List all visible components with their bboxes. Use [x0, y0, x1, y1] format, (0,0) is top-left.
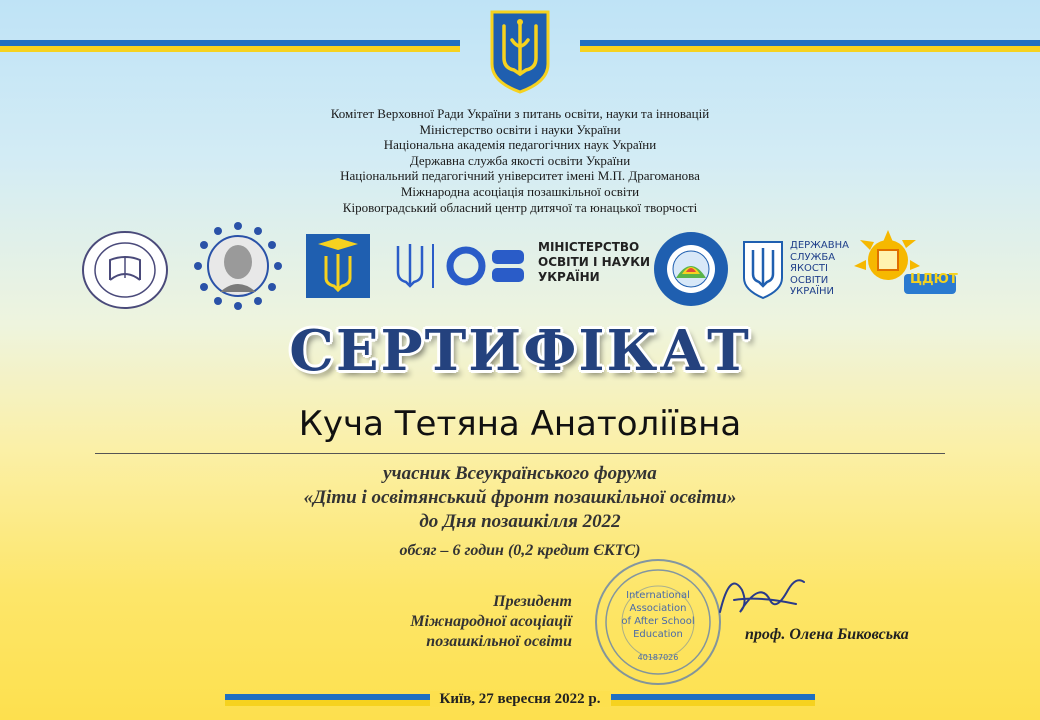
organizer-line: Національний педагогічний університет імені М.П. Драгоманова — [340, 168, 700, 184]
issue-date-text: Київ, 27 вересня 2022 р. — [430, 691, 611, 707]
napn-logo-icon — [80, 230, 170, 310]
certificate-description — [0, 462, 1040, 534]
organizer-line: Державна служба якості освіти України — [409, 152, 631, 168]
organizers-list — [0, 106, 1040, 215]
issue-date — [0, 690, 1040, 708]
description-line: «Діти і освітянський фронт позашкільної освіти» — [303, 487, 737, 508]
quality-service-logo-icon — [306, 234, 370, 298]
stamp-line: of After School — [621, 616, 695, 627]
certificate-title: СЕРТИФІКАТ — [289, 318, 751, 384]
signatory-title-line: позашкільної освіти — [426, 633, 572, 650]
name-underline — [95, 453, 945, 454]
signatory-title — [320, 592, 572, 652]
dsyo-line: УКРАЇНИ — [790, 286, 835, 298]
after-school-education-logo-icon — [652, 230, 730, 308]
signatory-name: проф. Олена Биковська — [745, 626, 909, 643]
course-volume: обсяг – 6 годин (0,2 кредит ЄКТС) — [399, 542, 641, 559]
mon-line: ОСВІТИ І НАУКИ — [538, 255, 651, 269]
description-line: до Дня позашкілля 2022 — [419, 511, 621, 532]
mon-logo-text — [538, 240, 650, 285]
npu-dragomanov-logo-icon — [192, 220, 284, 312]
stamp-line: Education — [633, 629, 683, 640]
dsyo-emblem-icon — [740, 238, 786, 300]
organizer-line: Кіровоградський обласний центр дитячої та юнацької творчості — [342, 199, 698, 215]
tsdyut-label: ЦДЮТ — [910, 272, 958, 287]
tsdyut-sun-logo-icon — [850, 230, 960, 298]
organizer-line: Комітет Верховної Ради України з питань освіти, науки та інновацій — [330, 106, 710, 121]
signature-icon — [700, 560, 820, 630]
top-ribbon-right — [580, 40, 1040, 52]
signatory-title-line: Міжнародної асоціації — [410, 613, 572, 630]
dsyo-line: ДЕРЖАВНА — [790, 240, 849, 251]
dsyo-logo-text — [790, 240, 849, 298]
mon-line: УКРАЇНИ — [538, 270, 600, 284]
stamp-code: 40187026 — [637, 653, 679, 662]
mon-line: МІНІСТЕРСТВО — [538, 240, 640, 254]
stamp-line: Association — [629, 603, 687, 614]
dsyo-line: СЛУЖБА — [790, 251, 836, 263]
organizer-line: Міністерство освіти і науки України — [419, 121, 621, 137]
recipient-name: Куча Тетяна Анатоліївна — [298, 404, 742, 444]
dsyo-line: ОСВІТИ — [790, 274, 829, 286]
organizer-line: Міжнародна асоціація позашкільної освіти — [400, 183, 640, 199]
dsyo-line: ЯКОСТІ — [790, 263, 828, 275]
top-ribbon-left — [0, 40, 460, 52]
stamp-line: International — [626, 590, 690, 601]
organizer-line: Національна академія педагогічних наук України — [383, 137, 657, 153]
description-line: учасник Всеукраїнського форума — [383, 463, 657, 484]
coat-of-arms-icon — [488, 8, 552, 94]
signatory-title-line: Президент — [493, 593, 572, 610]
